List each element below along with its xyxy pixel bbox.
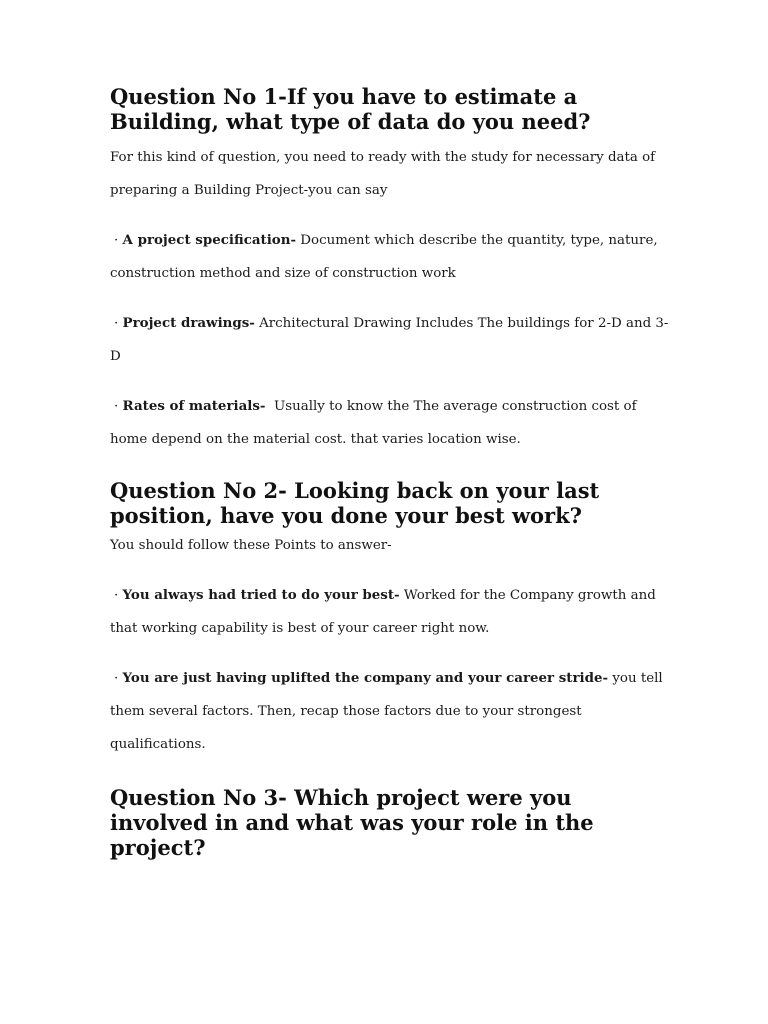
bullet-text: Architectural Drawing Includes The buildings for 2-D and 3-D xyxy=(110,316,669,364)
question-1-bullet-1 xyxy=(110,224,670,290)
bullet-term: Rates of materials- xyxy=(122,398,266,414)
question-2-bullet-2 xyxy=(110,662,670,761)
bullet-marker: · xyxy=(114,399,119,414)
question-1-bullet-3 xyxy=(110,390,670,456)
bullet-marker: · xyxy=(114,588,119,603)
bullet-text: Usually to know the The average construction cost of home depend on the material cost. that varies location wise. xyxy=(110,399,641,447)
bullet-marker: · xyxy=(114,316,119,331)
bullet-marker: · xyxy=(114,671,119,686)
bullet-term: You always had tried to do your best- xyxy=(122,587,400,603)
document-page xyxy=(110,84,670,860)
question-2-intro: You should follow these Points to answer- xyxy=(110,538,392,553)
question-2-heading: Question No 2- Looking back on your last position, have you done your best work? xyxy=(110,478,600,528)
bullet-text: Document which describe the quantity, type, nature, construction method and size of construction work xyxy=(110,233,658,281)
question-1-heading: Question No 1-If you have to estimate a Building, what type of data do you need? xyxy=(110,84,591,134)
bullet-term: You are just having uplifted the company and your career stride- xyxy=(122,670,609,686)
bullet-text: Worked for the Company growth and that working capability is best of your career right now. xyxy=(110,588,656,636)
bullet-term: A project specification- xyxy=(122,232,297,248)
question-3-heading: Question No 3- Which project were you involved in and what was your role in the project? xyxy=(110,785,594,860)
bullet-term: Project drawings- xyxy=(122,315,255,331)
question-1-bullet-2 xyxy=(110,307,670,373)
bullet-marker: · xyxy=(114,233,119,248)
bullet-text: you tell them several factors. Then, recap those factors due to your strongest qualifications. xyxy=(110,671,663,752)
question-1-intro: For this kind of question, you need to ready with the study for necessary data of preparing a Building Project-you can say xyxy=(110,150,656,198)
question-2-bullet-1 xyxy=(110,579,670,645)
